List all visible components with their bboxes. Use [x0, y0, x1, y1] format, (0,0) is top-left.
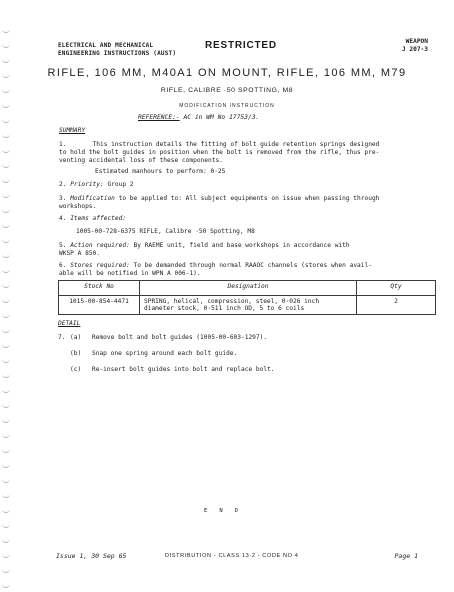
step-b-text: Snap one spring around each bolt guide.	[92, 350, 238, 357]
binder-hole	[2, 328, 10, 333]
issue-date: Issue 1, 30 Sep 65	[56, 552, 127, 560]
manhours-estimate: Estimated manhours to perform: 0·25	[95, 168, 226, 175]
binder-hole	[2, 148, 10, 153]
issuing-authority-line2: ENGINEERING INSTRUCTIONS (AUST)	[58, 49, 177, 57]
summary-heading	[59, 127, 85, 135]
paragraph-4	[59, 215, 126, 223]
paragraph-5	[59, 242, 439, 258]
binder-hole	[2, 433, 10, 438]
stock-no-cell: 1015-00-854-4471	[59, 296, 140, 315]
detail-heading: DETAIL	[58, 320, 81, 327]
binder-hole	[2, 223, 10, 228]
binder-hole	[2, 478, 10, 483]
paragraph-5-number: 5.	[59, 242, 67, 249]
step-b-letter: (b)	[70, 350, 82, 357]
binder-hole	[2, 283, 10, 288]
classification-marking: RESTRICTED	[205, 40, 277, 51]
binder-hole	[2, 403, 10, 408]
binder-hole	[2, 268, 10, 273]
issuing-authority-line1: ELECTRICAL AND MECHANICAL	[58, 42, 154, 49]
binder-hole	[2, 178, 10, 183]
document-code: J 207-3	[401, 46, 428, 53]
document-title: RIFLE, 106 MM, M40A1 ON MOUNT, RIFLE, 106 MM, M79	[47, 67, 407, 79]
binder-hole	[2, 208, 10, 213]
item-affected: 1005-00-728-6375 RIFLE, Calibre ·50 Spotting, M8	[76, 228, 255, 235]
binder-hole	[2, 118, 10, 123]
paragraph-7-number: 7.	[58, 334, 66, 341]
designation-cell	[140, 296, 357, 315]
modification-label: Modification	[70, 195, 115, 202]
binder-hole	[2, 133, 10, 138]
reference-value: AC in WM No 17753/3.	[183, 114, 260, 121]
paragraph-1	[59, 141, 439, 165]
binder-hole	[2, 373, 10, 378]
document-category: WEAPON	[405, 38, 428, 45]
stores-table	[58, 280, 436, 315]
column-header-stock-no: Stock No	[59, 281, 140, 296]
step-c-text: Re-insert bolt guides into bolt and replace bolt.	[92, 366, 275, 373]
binder-hole	[2, 253, 10, 258]
column-header-qty: Qty	[357, 281, 436, 296]
stores-line-a: To be demanded through normal RAAOC channels (stores when avail-	[133, 262, 372, 269]
binder-hole	[2, 193, 10, 198]
paragraph-3	[59, 195, 439, 211]
binder-hole	[2, 58, 10, 63]
paragraph-2	[59, 181, 134, 189]
items-label: Items affected:	[70, 215, 127, 222]
table-row	[59, 296, 436, 315]
reference-line	[138, 114, 259, 121]
summary-heading-text: SUMMARY	[59, 127, 86, 134]
binder-hole	[2, 448, 10, 453]
document-number	[402, 38, 428, 54]
action-line-b: WKSP A 850.	[59, 250, 100, 257]
binder-hole	[2, 298, 10, 303]
stores-table-header-row	[59, 281, 436, 296]
distribution-line: DISTRIBUTION - CLASS 13·2 - CODE NO 4	[165, 553, 299, 559]
binder-hole	[2, 163, 10, 168]
paragraph-1-number: 1.	[59, 141, 67, 148]
paragraph-1-line-a: This instruction details the fitting of bolt guide retention springs designed	[92, 141, 380, 148]
binder-hole	[2, 583, 10, 588]
priority-label: Priority:	[70, 181, 104, 188]
binder-hole	[2, 568, 10, 573]
step-a-text: Remove bolt and bolt guides (1005-00-603-1297).	[92, 334, 268, 341]
paragraph-1-line-b: to hold the bolt guides in position when the bolt is removed from the rifle, thus pre-	[59, 149, 380, 156]
binder-hole	[2, 538, 10, 543]
binder-hole	[2, 553, 10, 558]
stores-label: Stores required:	[70, 262, 130, 269]
binder-hole	[2, 358, 10, 363]
binder-hole	[2, 388, 10, 393]
binder-hole	[2, 463, 10, 468]
stores-line-b: able will be notified in WPN A 006-1).	[59, 270, 201, 277]
column-header-designation: Designation	[140, 281, 357, 296]
action-line-a: By RAEME unit, field and base workshops in accordance with	[133, 242, 350, 249]
binder-hole	[2, 523, 10, 528]
designation-line-a: SPRING, helical, compression, steel, 0·026 inch	[144, 298, 320, 305]
binder-hole	[2, 493, 10, 498]
end-marker: END	[204, 508, 250, 514]
modification-line-a: to be applied to: All subject equipments on issue when passing through	[118, 195, 380, 202]
binder-hole	[2, 418, 10, 423]
paragraph-1-line-c: venting accidental loss of these components.	[59, 157, 223, 164]
page-number: Page 1	[394, 552, 418, 560]
step-c-letter: (c)	[70, 366, 82, 373]
modification-line-b: workshops.	[59, 203, 97, 210]
paragraph-3-number: 3.	[59, 195, 67, 202]
document-type: MODIFICATION INSTRUCTION	[179, 103, 275, 109]
paragraph-6	[59, 262, 439, 278]
binder-hole	[2, 343, 10, 348]
step-a-letter: (a)	[70, 334, 82, 341]
reference-label: REFERENCE:-	[138, 114, 180, 121]
binder-hole	[2, 238, 10, 243]
designation-line-b: diameter stock, 0·511 inch OD, 5 to 6 coils	[144, 305, 305, 312]
priority-value: Group 2	[107, 181, 134, 188]
paragraph-4-number: 4.	[59, 215, 67, 222]
document-subtitle: RIFLE, CALIBRE ·50 SPOTTING, M8	[160, 87, 294, 94]
issuing-authority	[58, 42, 176, 57]
action-label: Action required:	[70, 242, 130, 249]
paragraph-6-number: 6.	[59, 262, 67, 269]
binder-hole	[2, 28, 10, 33]
paragraph-2-number: 2.	[59, 181, 67, 188]
binder-hole	[2, 313, 10, 318]
binder-hole	[2, 43, 10, 48]
qty-cell: 2	[357, 296, 436, 315]
